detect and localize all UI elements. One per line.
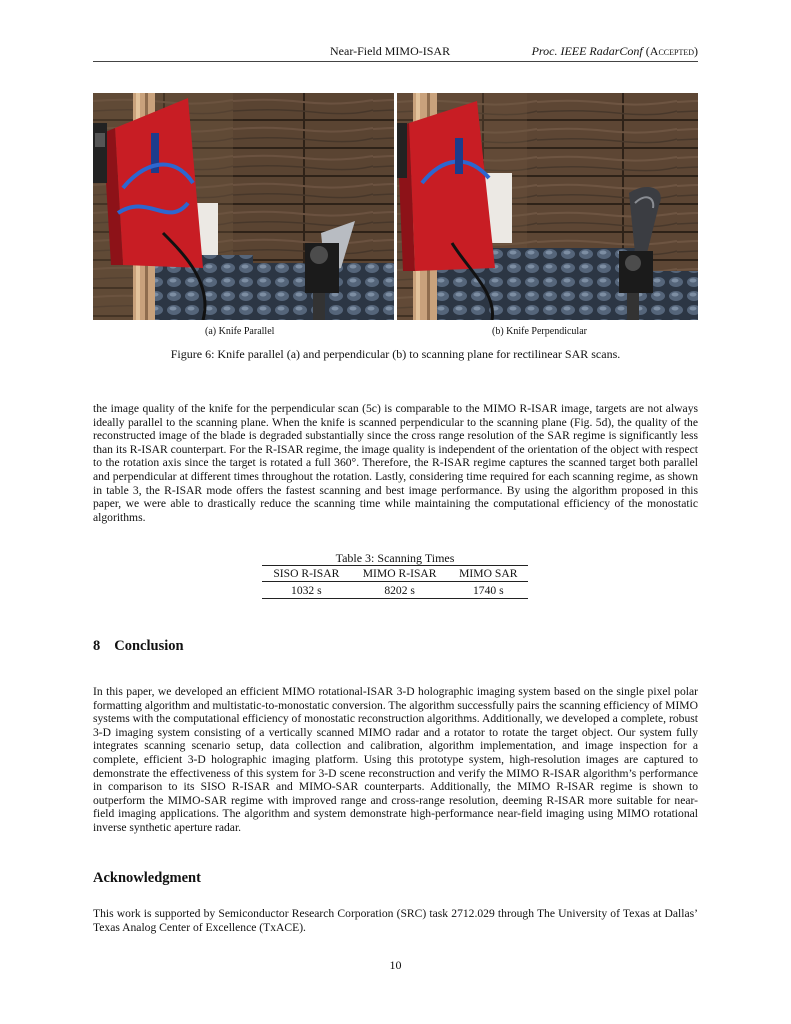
conclusion-paragraph: In this paper, we developed an efficient MIMO rotational-ISAR 3-D holographic imaging system based on the single pixel polar formatting algorithm and multistatic-to-monostatic conversion. The algorithm successfully pairs the scanning efficiency of MIMO systems with the computational efficiency of monostatic reconstruction algorithms. Additionally, we developed a complete, robust 3-D imaging system consisting of a vertically scanned MIMO radar and a rotator to rotate the target object. Our system fully integrates scanning scenario setup, data collection and calibration, algorithm implementation, and image inspection for a complete, efficient 3-D holographic imaging platform. Using this prototype system, high-resolution images are captured to demonstrate the effectiveness of this system for 3-D scene reconstruction and verify the MIMO R-ISAR algorithm’s performance in comparison to its SISO R-ISAR and MIMO-SAR counterparts. Additionally, the MIMO R-ISAR regime is shown to outperform the MIMO-SAR regime with improved range and cross-range resolution, deeming R-ISAR more suitable for near-field imaging applications. The algorithm and system demonstrate high-performance near-field imaging using MIMO rotational inverse synthetic aperture radar. bbox=[93, 685, 698, 834]
table-row bbox=[262, 582, 528, 599]
section-title: Conclusion bbox=[114, 638, 184, 654]
section-number: 8 bbox=[93, 638, 101, 654]
page-header bbox=[93, 44, 698, 60]
section-heading-acknowledgment: Acknowledgment bbox=[93, 870, 201, 886]
table-cell: 8202 s bbox=[351, 582, 449, 599]
table-cell: 1032 s bbox=[262, 582, 351, 599]
body-paragraph: the image quality of the knife for the perpendicular scan (5c) is comparable to the MIMO R-ISAR image, targets are not always ideally parallel to the scanning plane. When the knife is scanned perpendicular to the scanning plane (Fig. 5d), the quality of the reconstructed image of the blade is degraded substantially since the cross range resolution of the SAR regime is significantly less than its R-ISAR counterpart. For the R-ISAR regime, the image quality is independent of the orientation of the object with respect to the rotation axis since the target is rotated a full 360°. Therefore, the R-ISAR regime captures the scanned target both parallel and perpendicular at different times throughout the rotation. Lastly, considering time required for each scanning regime, as shown in table 3, the R-ISAR mode offers the fastest scanning and best image performance. By using the algorithm proposed in this paper, we were able to drastically reduce the scanning time while maintaining the computational efficiency of the monostatic algorithms. bbox=[93, 402, 698, 524]
acceptance-status: (Accepted) bbox=[645, 44, 698, 58]
journal-title: Proc. IEEE RadarConf bbox=[531, 44, 643, 58]
journal-name bbox=[532, 44, 698, 59]
table-header-cell: MIMO R-ISAR bbox=[351, 566, 449, 582]
scanning-times-table bbox=[262, 565, 528, 599]
table-header-cell: MIMO SAR bbox=[449, 566, 528, 582]
table-header-cell: SISO R-ISAR bbox=[262, 566, 351, 582]
table-caption: Table 3: Scanning Times bbox=[335, 551, 455, 565]
subfigure-a-caption: (a) Knife Parallel bbox=[205, 326, 275, 337]
page-number: 10 bbox=[389, 958, 402, 972]
subfigure-b-caption: (b) Knife Perpendicular bbox=[492, 326, 587, 337]
acknowledgment-paragraph: This work is supported by Semiconductor Research Corporation (SRC) task 2712.029 through The University of Texas at Dallas’ Texas Analog Center of Excellence (TxACE). bbox=[93, 907, 698, 934]
photo-knife-perpendicular bbox=[397, 93, 698, 320]
section-heading-conclusion bbox=[93, 638, 184, 655]
running-title: Near-Field MIMO-ISAR bbox=[330, 44, 451, 58]
table-cell: 1740 s bbox=[449, 582, 528, 599]
photo-knife-parallel bbox=[93, 93, 394, 320]
figure-caption: Figure 6: Knife parallel (a) and perpendicular (b) to scanning plane for rectilinear SAR scans. bbox=[170, 347, 621, 361]
header-rule bbox=[93, 61, 698, 62]
table-header-row bbox=[262, 566, 528, 582]
